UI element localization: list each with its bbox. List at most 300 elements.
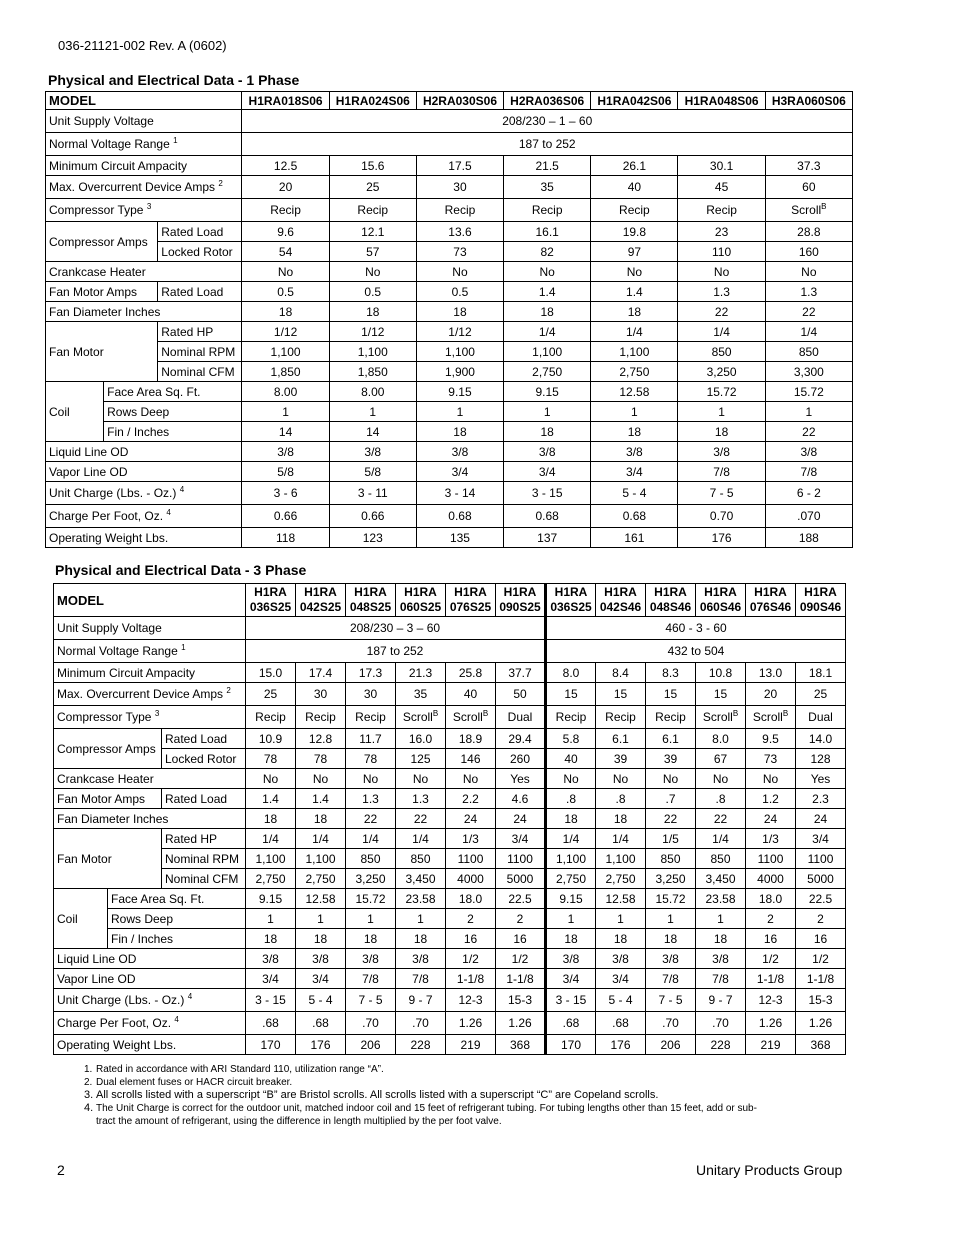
- value-cell: 12-3: [446, 989, 496, 1012]
- value-cell: 3 - 11: [329, 482, 416, 505]
- value-cell: Scroll$^B$: [765, 199, 852, 222]
- value-cell: 12.58: [596, 889, 646, 909]
- value-cell: 3/8: [296, 949, 346, 969]
- table2-title: Physical and Electrical Data - 3 Phase: [55, 562, 307, 578]
- value-cell: 1/4: [696, 829, 746, 849]
- value-cell: 1/4: [504, 322, 591, 342]
- value-cell: 5.8: [546, 729, 596, 749]
- row-sublabel: Face Area Sq. Ft.: [108, 889, 246, 909]
- value-cell: 4000: [446, 869, 496, 889]
- value-cell: 2,750: [591, 362, 678, 382]
- row-label: Liquid Line OD: [54, 949, 246, 969]
- row-sublabel: Fin / Inches: [108, 929, 246, 949]
- value-cell: 24: [446, 809, 496, 829]
- value-cell: 24: [496, 809, 546, 829]
- value-cell: 2,750: [596, 869, 646, 889]
- value-cell: 78: [346, 749, 396, 769]
- value-cell: 15.72: [765, 382, 852, 402]
- value-cell: Yes: [496, 769, 546, 789]
- value-cell: 1-1/8: [496, 969, 546, 989]
- value-cell: 3/4: [416, 462, 503, 482]
- value-cell: 1.26: [496, 1012, 546, 1035]
- compressor-type-row: [46, 199, 853, 222]
- value-cell: 432 to 504: [546, 640, 846, 663]
- unit-charge-row: [54, 989, 846, 1012]
- value-cell: No: [596, 769, 646, 789]
- value-cell: 1.3: [765, 282, 852, 302]
- value-cell: 18.9: [446, 729, 496, 749]
- row-label: Unit Supply Voltage: [54, 617, 246, 640]
- fan-motor-amps-row: [54, 789, 846, 809]
- value-cell: 5000: [496, 869, 546, 889]
- value-cell: No: [396, 769, 446, 789]
- value-cell: Scroll$^B$: [696, 706, 746, 729]
- value-cell: 15.72: [678, 382, 765, 402]
- value-cell: 1,850: [242, 362, 329, 382]
- value-cell: 37.3: [765, 156, 852, 176]
- value-cell: 1/12: [242, 322, 329, 342]
- value-cell: 11.7: [346, 729, 396, 749]
- value-cell: 15-3: [796, 989, 846, 1012]
- value-cell: 0.70: [678, 505, 765, 528]
- value-cell: Recip: [504, 199, 591, 222]
- row-label: Liquid Line OD: [46, 442, 242, 462]
- value-cell: .8: [596, 789, 646, 809]
- value-cell: 1/2: [496, 949, 546, 969]
- value-cell: 1,850: [329, 362, 416, 382]
- value-cell: Recip: [246, 706, 296, 729]
- value-cell: 14: [329, 422, 416, 442]
- value-cell: 1100: [796, 849, 846, 869]
- value-cell: 3 - 6: [242, 482, 329, 505]
- value-cell: 5 - 4: [596, 989, 646, 1012]
- value-cell: 39: [596, 749, 646, 769]
- row-sublabel: Rated Load: [158, 282, 242, 302]
- value-cell: 40: [591, 176, 678, 199]
- value-cell: 18: [416, 302, 503, 322]
- value-cell: Recip: [296, 706, 346, 729]
- fan-diameter-row: [54, 809, 846, 829]
- liquid-line-row: [54, 949, 846, 969]
- model-name: H1RA 036S25: [546, 584, 596, 617]
- value-cell: 18: [296, 929, 346, 949]
- value-cell: 3/8: [596, 949, 646, 969]
- compressor-rated-load-row: [46, 222, 853, 242]
- value-cell: 20: [746, 683, 796, 706]
- value-cell: 2.3: [796, 789, 846, 809]
- table1-title: Physical and Electrical Data - 1 Phase: [48, 72, 300, 88]
- row-sublabel: Rated Load: [162, 729, 246, 749]
- model-name: H1RA 090S25: [496, 584, 546, 617]
- value-cell: 22: [396, 809, 446, 829]
- row-label: Coil: [54, 889, 108, 949]
- value-cell: .68: [296, 1012, 346, 1035]
- table-1-phase: [45, 91, 853, 548]
- value-cell: Scroll$^B$: [396, 706, 446, 729]
- value-cell: 17.4: [296, 663, 346, 683]
- value-cell: .70: [396, 1012, 446, 1035]
- row-label: Compressor Amps: [46, 222, 158, 262]
- value-cell: 18: [546, 809, 596, 829]
- value-cell: 24: [796, 809, 846, 829]
- value-cell: 3,450: [396, 869, 446, 889]
- value-cell: 850: [646, 849, 696, 869]
- fan-nominal-rpm-row: [54, 849, 846, 869]
- value-cell: 3/4: [596, 969, 646, 989]
- value-cell: 18: [646, 929, 696, 949]
- value-cell: 1,100: [296, 849, 346, 869]
- value-cell: 78: [296, 749, 346, 769]
- value-cell: 0.68: [591, 505, 678, 528]
- value-cell: 7/8: [765, 462, 852, 482]
- value-cell: 208/230 – 1 – 60: [242, 110, 853, 133]
- value-cell: 3/8: [765, 442, 852, 462]
- value-cell: 2: [746, 909, 796, 929]
- value-cell: 1,100: [596, 849, 646, 869]
- value-cell: 368: [796, 1035, 846, 1055]
- value-cell: Recip: [242, 199, 329, 222]
- value-cell: 1: [765, 402, 852, 422]
- value-cell: 14.0: [796, 729, 846, 749]
- row-label: Operating Weight Lbs.: [54, 1035, 246, 1055]
- value-cell: 18: [296, 809, 346, 829]
- value-cell: 2: [446, 909, 496, 929]
- operating-weight-row: [46, 528, 853, 548]
- row-label: Unit Charge (Lbs. - Oz.) $^4$: [54, 989, 246, 1012]
- row-sublabel: Rated Load: [158, 222, 242, 242]
- value-cell: No: [416, 262, 503, 282]
- value-cell: 2,750: [246, 869, 296, 889]
- value-cell: 54: [242, 242, 329, 262]
- fan-diameter-row: [46, 302, 853, 322]
- value-cell: 219: [746, 1035, 796, 1055]
- value-cell: 4.6: [496, 789, 546, 809]
- value-cell: 1.26: [746, 1012, 796, 1035]
- row-sublabel: Nominal CFM: [162, 869, 246, 889]
- value-cell: 850: [396, 849, 446, 869]
- value-cell: Scroll$^B$: [446, 706, 496, 729]
- value-cell: 5/8: [242, 462, 329, 482]
- table-3-phase: [53, 583, 846, 1055]
- value-cell: 1100: [496, 849, 546, 869]
- footnote-3: 3. All scrolls listed with a superscript “B” are Bristol scrolls. All scrolls listed with a superscript “C” are Copeland scrolls.: [84, 1089, 659, 1101]
- value-cell: 1.4: [246, 789, 296, 809]
- value-cell: 8.4: [596, 663, 646, 683]
- value-cell: No: [678, 262, 765, 282]
- value-cell: 67: [696, 749, 746, 769]
- value-cell: 40: [546, 749, 596, 769]
- value-cell: .7: [646, 789, 696, 809]
- value-cell: 35: [396, 683, 446, 706]
- model-name: H1RA048S06: [678, 92, 765, 110]
- value-cell: No: [696, 769, 746, 789]
- model-name: H1RA 042S46: [596, 584, 646, 617]
- value-cell: 3,250: [346, 869, 396, 889]
- row-label: Fan Motor Amps: [46, 282, 158, 302]
- value-cell: 3/8: [416, 442, 503, 462]
- value-cell: 1: [696, 909, 746, 929]
- value-cell: 187 to 252: [246, 640, 546, 663]
- row-label: Charge Per Foot, Oz. $^4$: [54, 1012, 246, 1035]
- value-cell: 25: [329, 176, 416, 199]
- value-cell: 1: [646, 909, 696, 929]
- unit-charge-row: [46, 482, 853, 505]
- value-cell: 45: [678, 176, 765, 199]
- value-cell: No: [504, 262, 591, 282]
- row-sublabel: Rated HP: [162, 829, 246, 849]
- value-cell: 25.8: [446, 663, 496, 683]
- value-cell: 1: [346, 909, 396, 929]
- value-cell: 228: [396, 1035, 446, 1055]
- value-cell: 3/4: [496, 829, 546, 849]
- value-cell: 1/2: [746, 949, 796, 969]
- value-cell: 1/4: [678, 322, 765, 342]
- value-cell: 135: [416, 528, 503, 548]
- value-cell: 28.8: [765, 222, 852, 242]
- fan-rated-hp-row: [46, 322, 853, 342]
- row-sublabel: Locked Rotor: [162, 749, 246, 769]
- value-cell: 9.15: [416, 382, 503, 402]
- value-cell: No: [646, 769, 696, 789]
- value-cell: 18: [504, 302, 591, 322]
- value-cell: 18.0: [746, 889, 796, 909]
- value-cell: 1: [596, 909, 646, 929]
- value-cell: 206: [646, 1035, 696, 1055]
- value-cell: .68: [246, 1012, 296, 1035]
- model-name: H1RA 036S25: [246, 584, 296, 617]
- value-cell: 260: [496, 749, 546, 769]
- value-cell: 12.1: [329, 222, 416, 242]
- value-cell: Recip: [416, 199, 503, 222]
- value-cell: Scroll$^B$: [746, 706, 796, 729]
- row-sublabel: Nominal RPM: [158, 342, 242, 362]
- value-cell: 1.3: [678, 282, 765, 302]
- vapor-line-row: [46, 462, 853, 482]
- row-label: Crankcase Heater: [46, 262, 242, 282]
- value-cell: 24: [746, 809, 796, 829]
- value-cell: 208/230 – 3 – 60: [246, 617, 546, 640]
- value-cell: 3/4: [246, 969, 296, 989]
- value-cell: 29.4: [496, 729, 546, 749]
- value-cell: .8: [696, 789, 746, 809]
- value-cell: 5 - 4: [591, 482, 678, 505]
- value-cell: 1: [546, 909, 596, 929]
- value-cell: Yes: [796, 769, 846, 789]
- value-cell: 22: [346, 809, 396, 829]
- value-cell: 82: [504, 242, 591, 262]
- value-cell: No: [765, 262, 852, 282]
- value-cell: 0.5: [242, 282, 329, 302]
- coil-fin-inches-row: [54, 929, 846, 949]
- value-cell: .70: [346, 1012, 396, 1035]
- value-cell: 9.15: [546, 889, 596, 909]
- value-cell: 22.5: [496, 889, 546, 909]
- value-cell: 25: [246, 683, 296, 706]
- value-cell: 1,100: [242, 342, 329, 362]
- value-cell: .68: [596, 1012, 646, 1035]
- value-cell: 15: [596, 683, 646, 706]
- value-cell: 3/8: [346, 949, 396, 969]
- value-cell: 9.5: [746, 729, 796, 749]
- value-cell: No: [446, 769, 496, 789]
- value-cell: Recip: [646, 706, 696, 729]
- value-cell: 3/8: [329, 442, 416, 462]
- compressor-rated-load-row: [54, 729, 846, 749]
- value-cell: 18: [546, 929, 596, 949]
- value-cell: 13.0: [746, 663, 796, 683]
- value-cell: No: [546, 769, 596, 789]
- row-label: Unit Supply Voltage: [46, 110, 242, 133]
- value-cell: 3/8: [678, 442, 765, 462]
- value-cell: 1.4: [504, 282, 591, 302]
- value-cell: 15.72: [346, 889, 396, 909]
- value-cell: 20: [242, 176, 329, 199]
- model-name: H2RA030S06: [416, 92, 503, 110]
- value-cell: 15: [546, 683, 596, 706]
- row-label: Max. Overcurrent Device Amps $^2$: [54, 683, 246, 706]
- value-cell: 176: [296, 1035, 346, 1055]
- value-cell: 6.1: [596, 729, 646, 749]
- value-cell: 1/4: [591, 322, 678, 342]
- max-overcurrent-row: [54, 683, 846, 706]
- value-cell: 25: [796, 683, 846, 706]
- model-name: H1RA 060S25: [396, 584, 446, 617]
- value-cell: 23.58: [396, 889, 446, 909]
- fan-nominal-cfm-row: [54, 869, 846, 889]
- value-cell: Recip: [596, 706, 646, 729]
- value-cell: 10.9: [246, 729, 296, 749]
- value-cell: No: [346, 769, 396, 789]
- value-cell: .70: [646, 1012, 696, 1035]
- value-cell: 1: [242, 402, 329, 422]
- value-cell: 1: [591, 402, 678, 422]
- value-cell: No: [329, 262, 416, 282]
- value-cell: 3/4: [296, 969, 346, 989]
- value-cell: 22: [765, 302, 852, 322]
- value-cell: 1,100: [246, 849, 296, 869]
- fan-nominal-rpm-row: [46, 342, 853, 362]
- value-cell: 110: [678, 242, 765, 262]
- row-label: Compressor Type $^3$: [46, 199, 242, 222]
- value-cell: .68: [546, 1012, 596, 1035]
- value-cell: 15: [696, 683, 746, 706]
- value-cell: 460 - 3 - 60: [546, 617, 846, 640]
- value-cell: No: [746, 769, 796, 789]
- value-cell: 3 - 15: [504, 482, 591, 505]
- value-cell: 1.4: [296, 789, 346, 809]
- value-cell: 0.68: [504, 505, 591, 528]
- value-cell: 12.58: [296, 889, 346, 909]
- value-cell: 1,900: [416, 362, 503, 382]
- value-cell: 228: [696, 1035, 746, 1055]
- value-cell: No: [246, 769, 296, 789]
- row-label: Operating Weight Lbs.: [46, 528, 242, 548]
- value-cell: 1: [329, 402, 416, 422]
- value-cell: 1/2: [446, 949, 496, 969]
- value-cell: 8.0: [696, 729, 746, 749]
- value-cell: 1-1/8: [446, 969, 496, 989]
- value-cell: 3,450: [696, 869, 746, 889]
- value-cell: 1/4: [546, 829, 596, 849]
- crankcase-heater-row: [54, 769, 846, 789]
- unit-supply-voltage-row: [54, 617, 846, 640]
- value-cell: 161: [591, 528, 678, 548]
- value-cell: 3/8: [646, 949, 696, 969]
- value-cell: 1.3: [346, 789, 396, 809]
- value-cell: 6.1: [646, 729, 696, 749]
- value-cell: 18: [246, 929, 296, 949]
- value-cell: 3/8: [696, 949, 746, 969]
- normal-voltage-range-row: [46, 133, 853, 156]
- value-cell: 1: [296, 909, 346, 929]
- coil-rows-deep-row: [54, 909, 846, 929]
- value-cell: Recip: [678, 199, 765, 222]
- value-cell: 16.0: [396, 729, 446, 749]
- value-cell: 1/4: [596, 829, 646, 849]
- value-cell: 7/8: [346, 969, 396, 989]
- model-name: H1RA 060S46: [696, 584, 746, 617]
- value-cell: 1-1/8: [746, 969, 796, 989]
- value-cell: 9 - 7: [396, 989, 446, 1012]
- value-cell: 9.15: [246, 889, 296, 909]
- value-cell: 30: [296, 683, 346, 706]
- value-cell: 7/8: [396, 969, 446, 989]
- value-cell: 17.5: [416, 156, 503, 176]
- model-row: [54, 584, 846, 617]
- value-cell: 57: [329, 242, 416, 262]
- value-cell: 8.00: [242, 382, 329, 402]
- model-name: H3RA060S06: [765, 92, 852, 110]
- value-cell: 18: [346, 929, 396, 949]
- value-cell: 30: [416, 176, 503, 199]
- row-sublabel: Face Area Sq. Ft.: [104, 382, 242, 402]
- value-cell: 1.26: [446, 1012, 496, 1035]
- value-cell: 23: [678, 222, 765, 242]
- value-cell: 160: [765, 242, 852, 262]
- value-cell: 7 - 5: [646, 989, 696, 1012]
- value-cell: 9 - 7: [696, 989, 746, 1012]
- operating-weight-row: [54, 1035, 846, 1055]
- value-cell: 5000: [796, 869, 846, 889]
- value-cell: 18: [678, 422, 765, 442]
- value-cell: 7/8: [696, 969, 746, 989]
- value-cell: 16: [746, 929, 796, 949]
- compressor-locked-rotor-row: [54, 749, 846, 769]
- value-cell: 15: [646, 683, 696, 706]
- row-label: Compressor Amps: [54, 729, 162, 769]
- value-cell: .8: [546, 789, 596, 809]
- model-name: H2RA036S06: [504, 92, 591, 110]
- value-cell: 15-3: [496, 989, 546, 1012]
- value-cell: 1/5: [646, 829, 696, 849]
- value-cell: 3/4: [796, 829, 846, 849]
- page-number: 2: [57, 1162, 65, 1178]
- value-cell: 176: [678, 528, 765, 548]
- value-cell: 22: [765, 422, 852, 442]
- value-cell: 8.00: [329, 382, 416, 402]
- crankcase-heater-row: [46, 262, 853, 282]
- value-cell: 3/4: [504, 462, 591, 482]
- charge-per-foot-row: [54, 1012, 846, 1035]
- value-cell: 12.58: [591, 382, 678, 402]
- model-name: H1RA018S06: [242, 92, 329, 110]
- value-cell: 3,300: [765, 362, 852, 382]
- value-cell: 18.0: [446, 889, 496, 909]
- value-cell: 13.6: [416, 222, 503, 242]
- value-cell: 1: [416, 402, 503, 422]
- value-cell: 1,100: [416, 342, 503, 362]
- model-name: H1RA 090S46: [796, 584, 846, 617]
